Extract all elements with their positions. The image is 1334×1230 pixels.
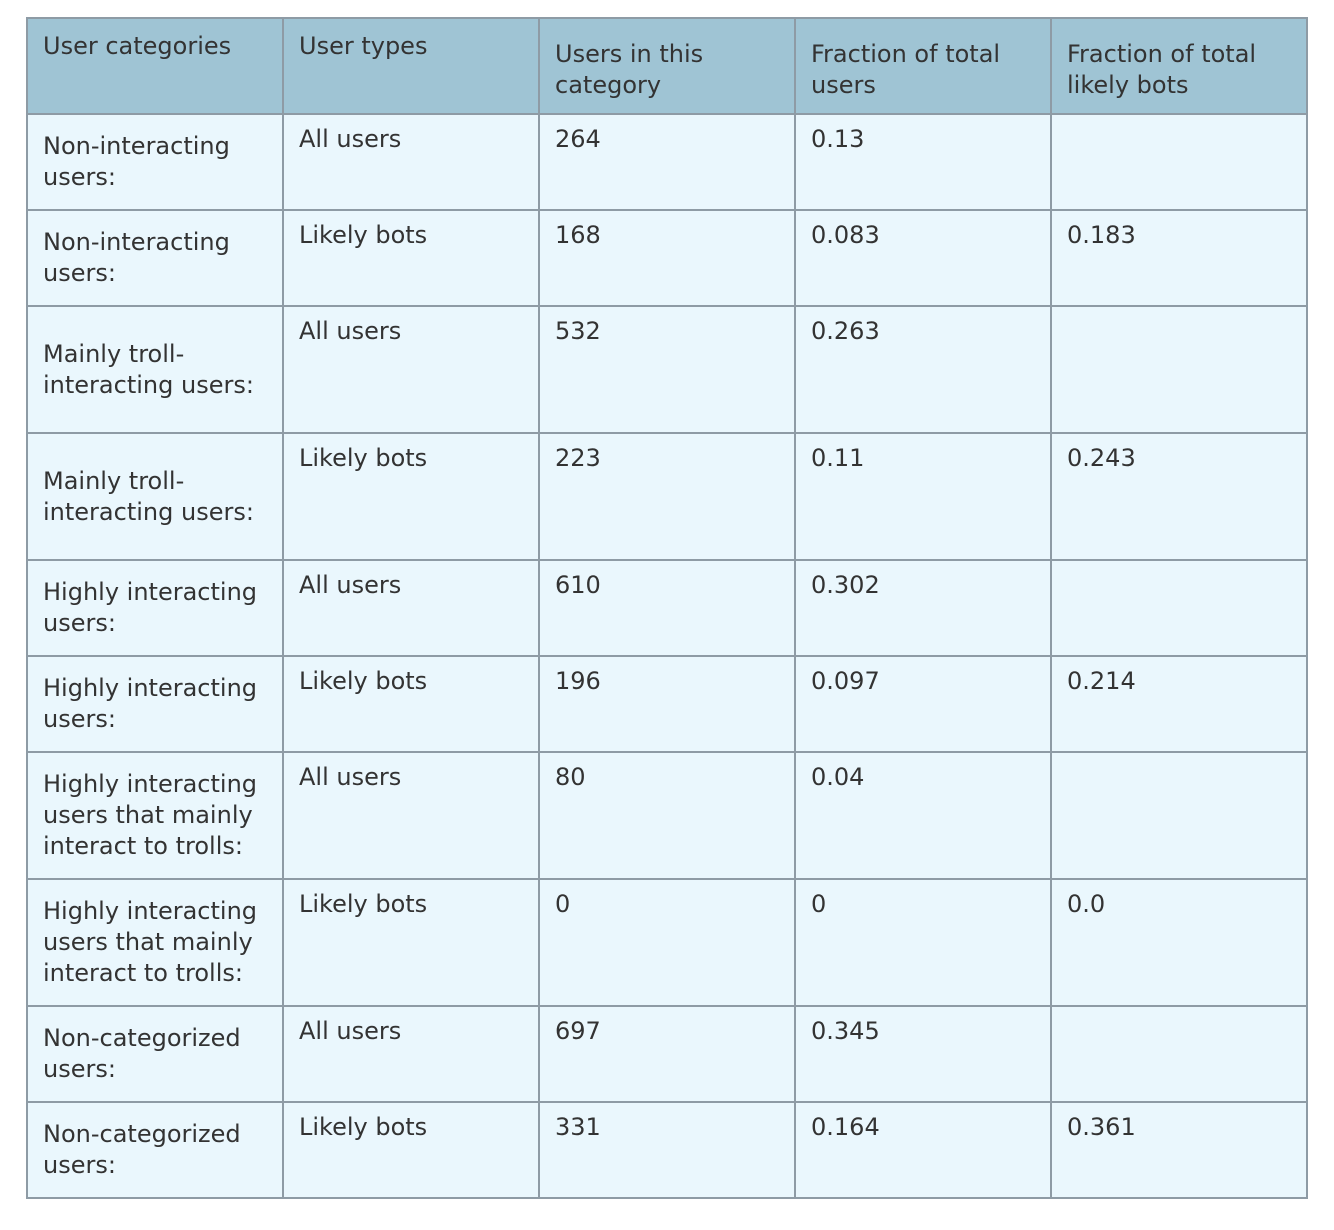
cell-fraction-bots: [1051, 752, 1307, 879]
cell-user-type: Likely bots: [283, 656, 539, 752]
table-row: [27, 560, 1307, 656]
cell-category: Highly interacting users that mainly interact to trolls:: [27, 879, 283, 1006]
cell-user-type: All users: [283, 114, 539, 210]
cell-fraction-bots: 0.361: [1051, 1102, 1307, 1198]
cell-users-count: 223: [539, 433, 795, 560]
cell-category: Highly interacting users:: [27, 560, 283, 656]
table-row: [27, 210, 1307, 306]
cell-user-type: Likely bots: [283, 210, 539, 306]
cell-fraction-users: 0.083: [795, 210, 1051, 306]
table-row: [27, 879, 1307, 1006]
cell-fraction-bots: 0.214: [1051, 656, 1307, 752]
cell-category: Highly interacting users:: [27, 656, 283, 752]
cell-users-count: 610: [539, 560, 795, 656]
cell-users-count: 532: [539, 306, 795, 433]
cell-user-type: Likely bots: [283, 433, 539, 560]
cell-category: Mainly troll-interacting users:: [27, 433, 283, 560]
cell-user-type: All users: [283, 1006, 539, 1102]
cell-users-count: 196: [539, 656, 795, 752]
cell-fraction-bots: 0.243: [1051, 433, 1307, 560]
cell-fraction-users: 0.04: [795, 752, 1051, 879]
cell-users-count: 264: [539, 114, 795, 210]
table-row: [27, 1006, 1307, 1102]
cell-fraction-users: 0.164: [795, 1102, 1051, 1198]
table-row: [27, 656, 1307, 752]
cell-category: Mainly troll-interacting users:: [27, 306, 283, 433]
cell-category: Non-interacting users:: [27, 114, 283, 210]
table-header-row: [27, 18, 1307, 114]
cell-fraction-users: 0.302: [795, 560, 1051, 656]
cell-category: Non-categorized users:: [27, 1006, 283, 1102]
header-fraction-likely-bots: Fraction of total likely bots: [1051, 18, 1307, 114]
cell-fraction-users: 0.097: [795, 656, 1051, 752]
cell-user-type: All users: [283, 306, 539, 433]
cell-users-count: 80: [539, 752, 795, 879]
cell-fraction-bots: [1051, 1006, 1307, 1102]
cell-user-type: Likely bots: [283, 1102, 539, 1198]
table-row: [27, 1102, 1307, 1198]
cell-users-count: 0: [539, 879, 795, 1006]
header-fraction-total-users: Fraction of total users: [795, 18, 1051, 114]
cell-user-type: All users: [283, 752, 539, 879]
cell-fraction-bots: [1051, 306, 1307, 433]
cell-users-count: 331: [539, 1102, 795, 1198]
cell-fraction-users: 0: [795, 879, 1051, 1006]
cell-user-type: Likely bots: [283, 879, 539, 1006]
cell-fraction-users: 0.11: [795, 433, 1051, 560]
cell-fraction-bots: 0.0: [1051, 879, 1307, 1006]
table-row: [27, 752, 1307, 879]
cell-users-count: 697: [539, 1006, 795, 1102]
cell-category: Non-categorized users:: [27, 1102, 283, 1198]
cell-user-type: All users: [283, 560, 539, 656]
cell-fraction-users: 0.263: [795, 306, 1051, 433]
cell-category: Non-interacting users:: [27, 210, 283, 306]
cell-category: Highly interacting users that mainly interact to trolls:: [27, 752, 283, 879]
cell-fraction-bots: [1051, 560, 1307, 656]
table-row: [27, 306, 1307, 433]
header-user-categories: User categories: [27, 18, 283, 114]
cell-users-count: 168: [539, 210, 795, 306]
user-categories-table: [26, 17, 1308, 1199]
table-row: [27, 433, 1307, 560]
results-table-container: [26, 17, 1308, 1199]
cell-fraction-bots: 0.183: [1051, 210, 1307, 306]
cell-fraction-users: 0.13: [795, 114, 1051, 210]
header-user-types: User types: [283, 18, 539, 114]
cell-fraction-bots: [1051, 114, 1307, 210]
header-users-in-category: Users in this category: [539, 18, 795, 114]
table-row: [27, 114, 1307, 210]
cell-fraction-users: 0.345: [795, 1006, 1051, 1102]
